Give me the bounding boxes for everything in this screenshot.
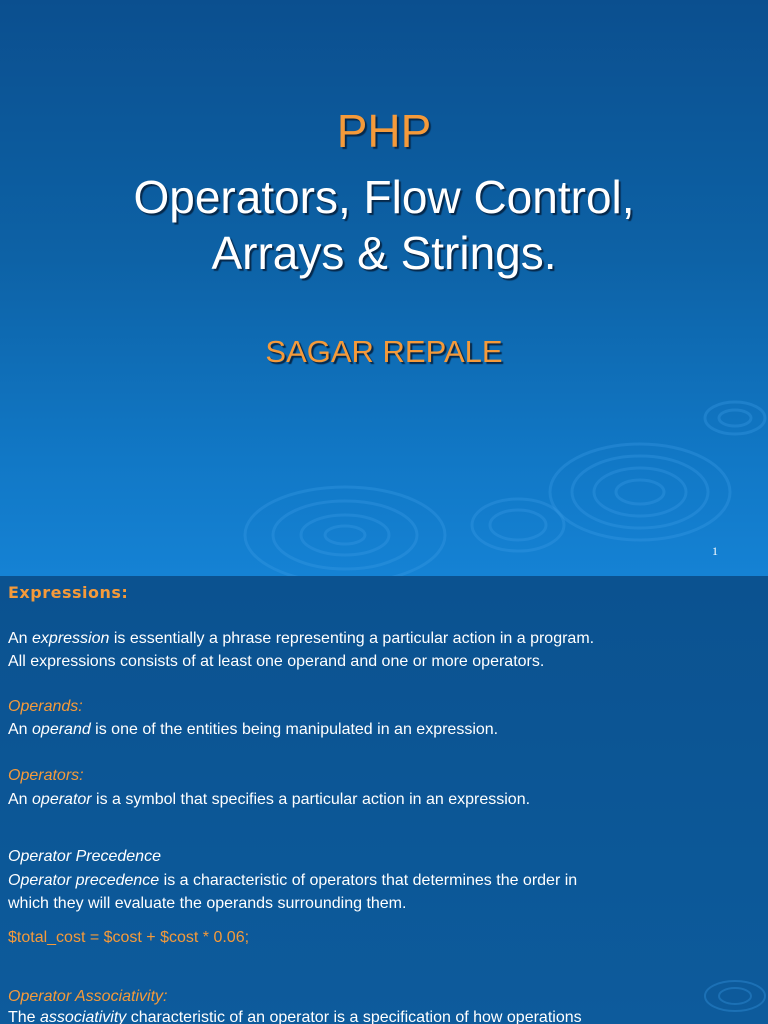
operand-term: operand bbox=[32, 721, 91, 738]
associativity-text-a: The bbox=[8, 1009, 41, 1024]
operators-label: Operators: bbox=[8, 767, 84, 784]
associativity-term: associativity bbox=[40, 1009, 127, 1024]
slide-title-line-3: Arrays & Strings. bbox=[211, 227, 557, 279]
precedence-label: Operator Precedence bbox=[8, 848, 161, 865]
expression-term: expression bbox=[32, 630, 110, 647]
associativity-definition bbox=[8, 1009, 582, 1024]
author-name: SAGAR REPALE bbox=[265, 334, 503, 369]
operand-text-b: is one of the entities being manipulated in an expression. bbox=[90, 721, 499, 738]
expression-definition bbox=[8, 630, 594, 648]
expressions-slide bbox=[0, 576, 768, 1024]
operator-term: operator bbox=[32, 791, 92, 808]
precedence-definition bbox=[8, 872, 577, 890]
code-example: $total_cost = $cost + $cost * 0.06; bbox=[8, 929, 250, 946]
operand-definition bbox=[8, 721, 498, 739]
operands-label: Operands: bbox=[8, 698, 83, 715]
section-heading-expressions: Expressions: bbox=[8, 583, 129, 602]
associativity-label: Operator Associativity: bbox=[8, 988, 168, 1005]
precedence-term: Operator precedence bbox=[8, 872, 160, 889]
expression-text-a: An bbox=[8, 630, 33, 647]
operator-definition bbox=[8, 791, 530, 809]
slide-title-php: PHP bbox=[336, 105, 432, 157]
page-number: 1 bbox=[712, 544, 718, 558]
expression-text-b: is essentially a phrase representing a particular action in a program. bbox=[109, 630, 595, 647]
expression-composition: All expressions consists of at least one operand and one or more operators. bbox=[8, 653, 545, 670]
operator-text-a: An bbox=[8, 791, 33, 808]
operator-text-b: is a symbol that specifies a particular action in an expression. bbox=[91, 791, 531, 808]
precedence-continuation: which they will evaluate the operands surrounding them. bbox=[8, 895, 407, 912]
associativity-text-b: characteristic of an operator is a specification of how operations bbox=[126, 1009, 582, 1024]
operand-text-a: An bbox=[8, 721, 33, 738]
slide-title-line-2: Operators, Flow Control, bbox=[133, 171, 635, 223]
precedence-text-b: is a characteristic of operators that determines the order in bbox=[159, 872, 578, 889]
